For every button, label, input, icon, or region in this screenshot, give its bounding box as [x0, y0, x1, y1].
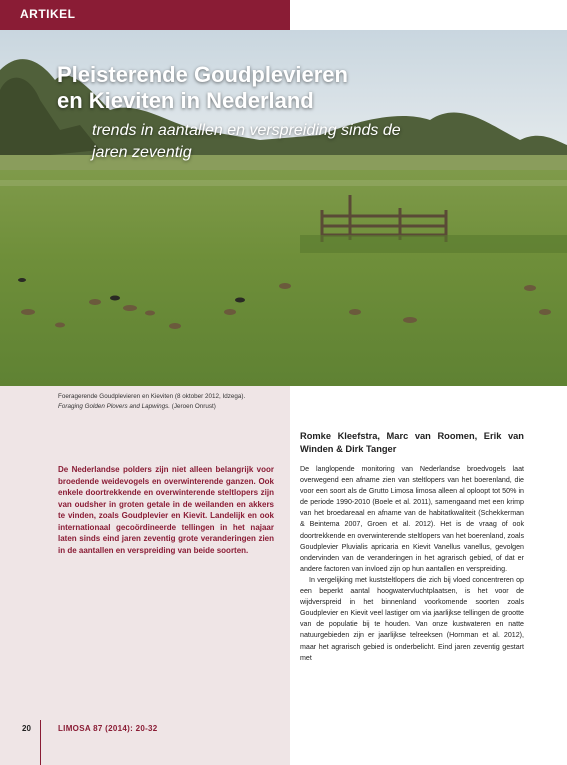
author-list: Romke Kleefstra, Marc van Roomen, Erik van Winden & Dirk Tanger [300, 431, 524, 454]
journal-reference: LIMOSA 87 (2014): 20-32 [58, 724, 158, 733]
caption-dutch: Foeragerende Goudplevieren en Kieviten (8 oktober 2012, Idzega). [58, 393, 246, 400]
subtitle-line-1: trends in aantallen en verspreiding sinds de [92, 122, 401, 139]
article-title [57, 62, 537, 114]
article-subtitle [92, 120, 512, 164]
caption-english: Foraging Golden Plovers and Lapwings. [58, 402, 171, 410]
title-line-1: Pleisterende Goudplevieren [57, 62, 348, 87]
body-paragraph-1: De langlopende monitoring van Nederlandse broedvogels laat overwegend een afname zien van steltlopers van het boerenland, die voor een soort als de Grutto Limosa limosa alleen al oploopt tot 50% in de periode 1990-2010 (Boele et al. 2011), samengaand met een krimp van het broedareaal en afname van de habitatkwaliteit (Schekkerman & Beintema 2007, Groen et al. 2012). Het is de vraag of ook doortrekkende en overwinterende steltlopers van het boerenland, zoals Goudplevier Pluvialis apricaria en Kievit Vanellus vanellus, gevolgen ondervinden van de veranderingen in het agrarisch gebied, of dat er andere factoren van invloed zijn op hun aantallen en verspreiding. [300, 465, 524, 573]
body-paragraph-2: In vergelijking met kuststeltlopers die zich bij vloed concentreren op een beperkt aantal hoogwatervluchtplaatsen, is het voor de wijdverspreid in het binnenland voorkomende soorten zoals Goudplevier en Kievit veel lastiger om via jaarlijkse tellingen de grootte van de populatie bij te houden. Van onze kustwateren en natte natuurgebieden zijn er jaarlijkse telreeksen (Hornman et al. 2012), maar het agrarisch gebied is onderbelicht. Eind jaren zeventig gestart met [300, 575, 524, 662]
section-label: ARTIKEL [20, 7, 76, 21]
body-text [300, 464, 524, 664]
title-line-2: en Kieviten in Nederland [57, 88, 314, 113]
page-number: 20 [22, 724, 31, 733]
footer-divider [40, 720, 41, 765]
section-tab [0, 0, 290, 30]
caption-credit: (Jeroen Onrust) [171, 402, 216, 410]
subtitle-line-2: jaren zeventig [92, 144, 192, 161]
photo-caption [58, 392, 258, 411]
abstract: De Nederlandse polders zijn niet alleen belangrijk voor broedende weidevogels en overwinterende ganzen. Ook enkele doortrekkende en overwinterende steltlopers zijn van oudsher in groten getale in de weilanden en akkers te vinden, zoals Goudplevier en Kievit. Landelijk en ook internationaal gecoördineerde tellingen in het najaar laten sinds eind jaren zeventig grote veranderingen zien in de aantallen en verspreiding van beide soorten. [58, 465, 274, 555]
